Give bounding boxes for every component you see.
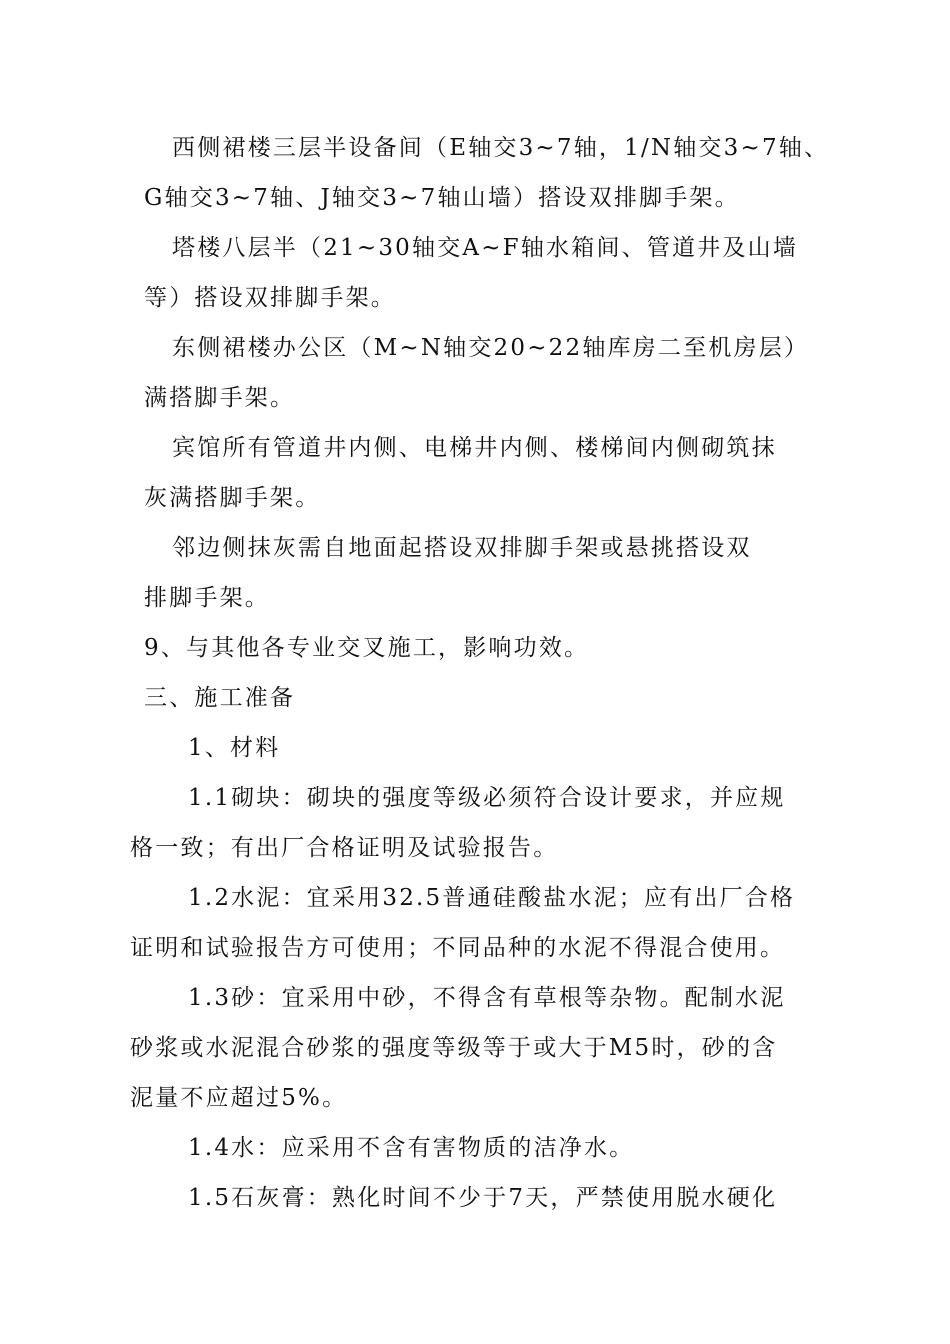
text-line: 满搭脚手架。 — [144, 385, 296, 411]
text-line: 邻边侧抹灰需自地面起搭设双排脚手架或悬挑搭设双 — [172, 535, 752, 561]
list-item-9: 9、与其他各专业交叉施工，影响功效。 — [144, 635, 590, 661]
text-line: 1.1砌块：砌块的强度等级必须符合设计要求，并应规 — [188, 785, 786, 811]
text-line: 泥量不应超过5%。 — [130, 1085, 348, 1111]
text-line: 格一致；有出厂合格证明及试验报告。 — [130, 835, 559, 861]
text-line: 1.4水：应采用不含有害物质的洁净水。 — [188, 1135, 635, 1161]
text-line: 塔楼八层半（21~30轴交A~F轴水箱间、管道井及山墙 — [172, 235, 799, 261]
text-line: 西侧裙楼三层半设备间（E轴交3~7轴，1/N轴交3~7轴、 — [172, 135, 830, 161]
text-line: 1.5石灰膏：熟化时间不少于7天，严禁使用脱水硬化 — [188, 1185, 778, 1211]
text-line: 证明和试验报告方可使用；不同品种的水泥不得混合使用。 — [130, 935, 786, 961]
text-line: 排脚手架。 — [144, 585, 270, 611]
text-line: 东侧裙楼办公区（M~N轴交20~22轴库房二至机房层） — [172, 335, 810, 361]
text-line: 灰满搭脚手架。 — [144, 485, 321, 511]
text-line: G轴交3~7轴、J轴交3~7轴山墙）搭设双排脚手架。 — [144, 185, 740, 211]
subsection-heading: 1、材料 — [188, 735, 281, 761]
text-line: 等）搭设双排脚手架。 — [144, 285, 396, 311]
section-heading: 三、施工准备 — [144, 685, 296, 711]
text-line: 1.2水泥：宜采用32.5普通硅酸盐水泥；应有出厂合格 — [188, 885, 796, 911]
text-line: 宾馆所有管道井内侧、电梯井内侧、楼梯间内侧砌筑抹 — [172, 435, 777, 461]
text-line: 砂浆或水泥混合砂浆的强度等级等于或大于M5时，砂的含 — [130, 1035, 778, 1061]
text-line: 1.3砂：宜采用中砂，不得含有草根等杂物。配制水泥 — [188, 985, 786, 1011]
